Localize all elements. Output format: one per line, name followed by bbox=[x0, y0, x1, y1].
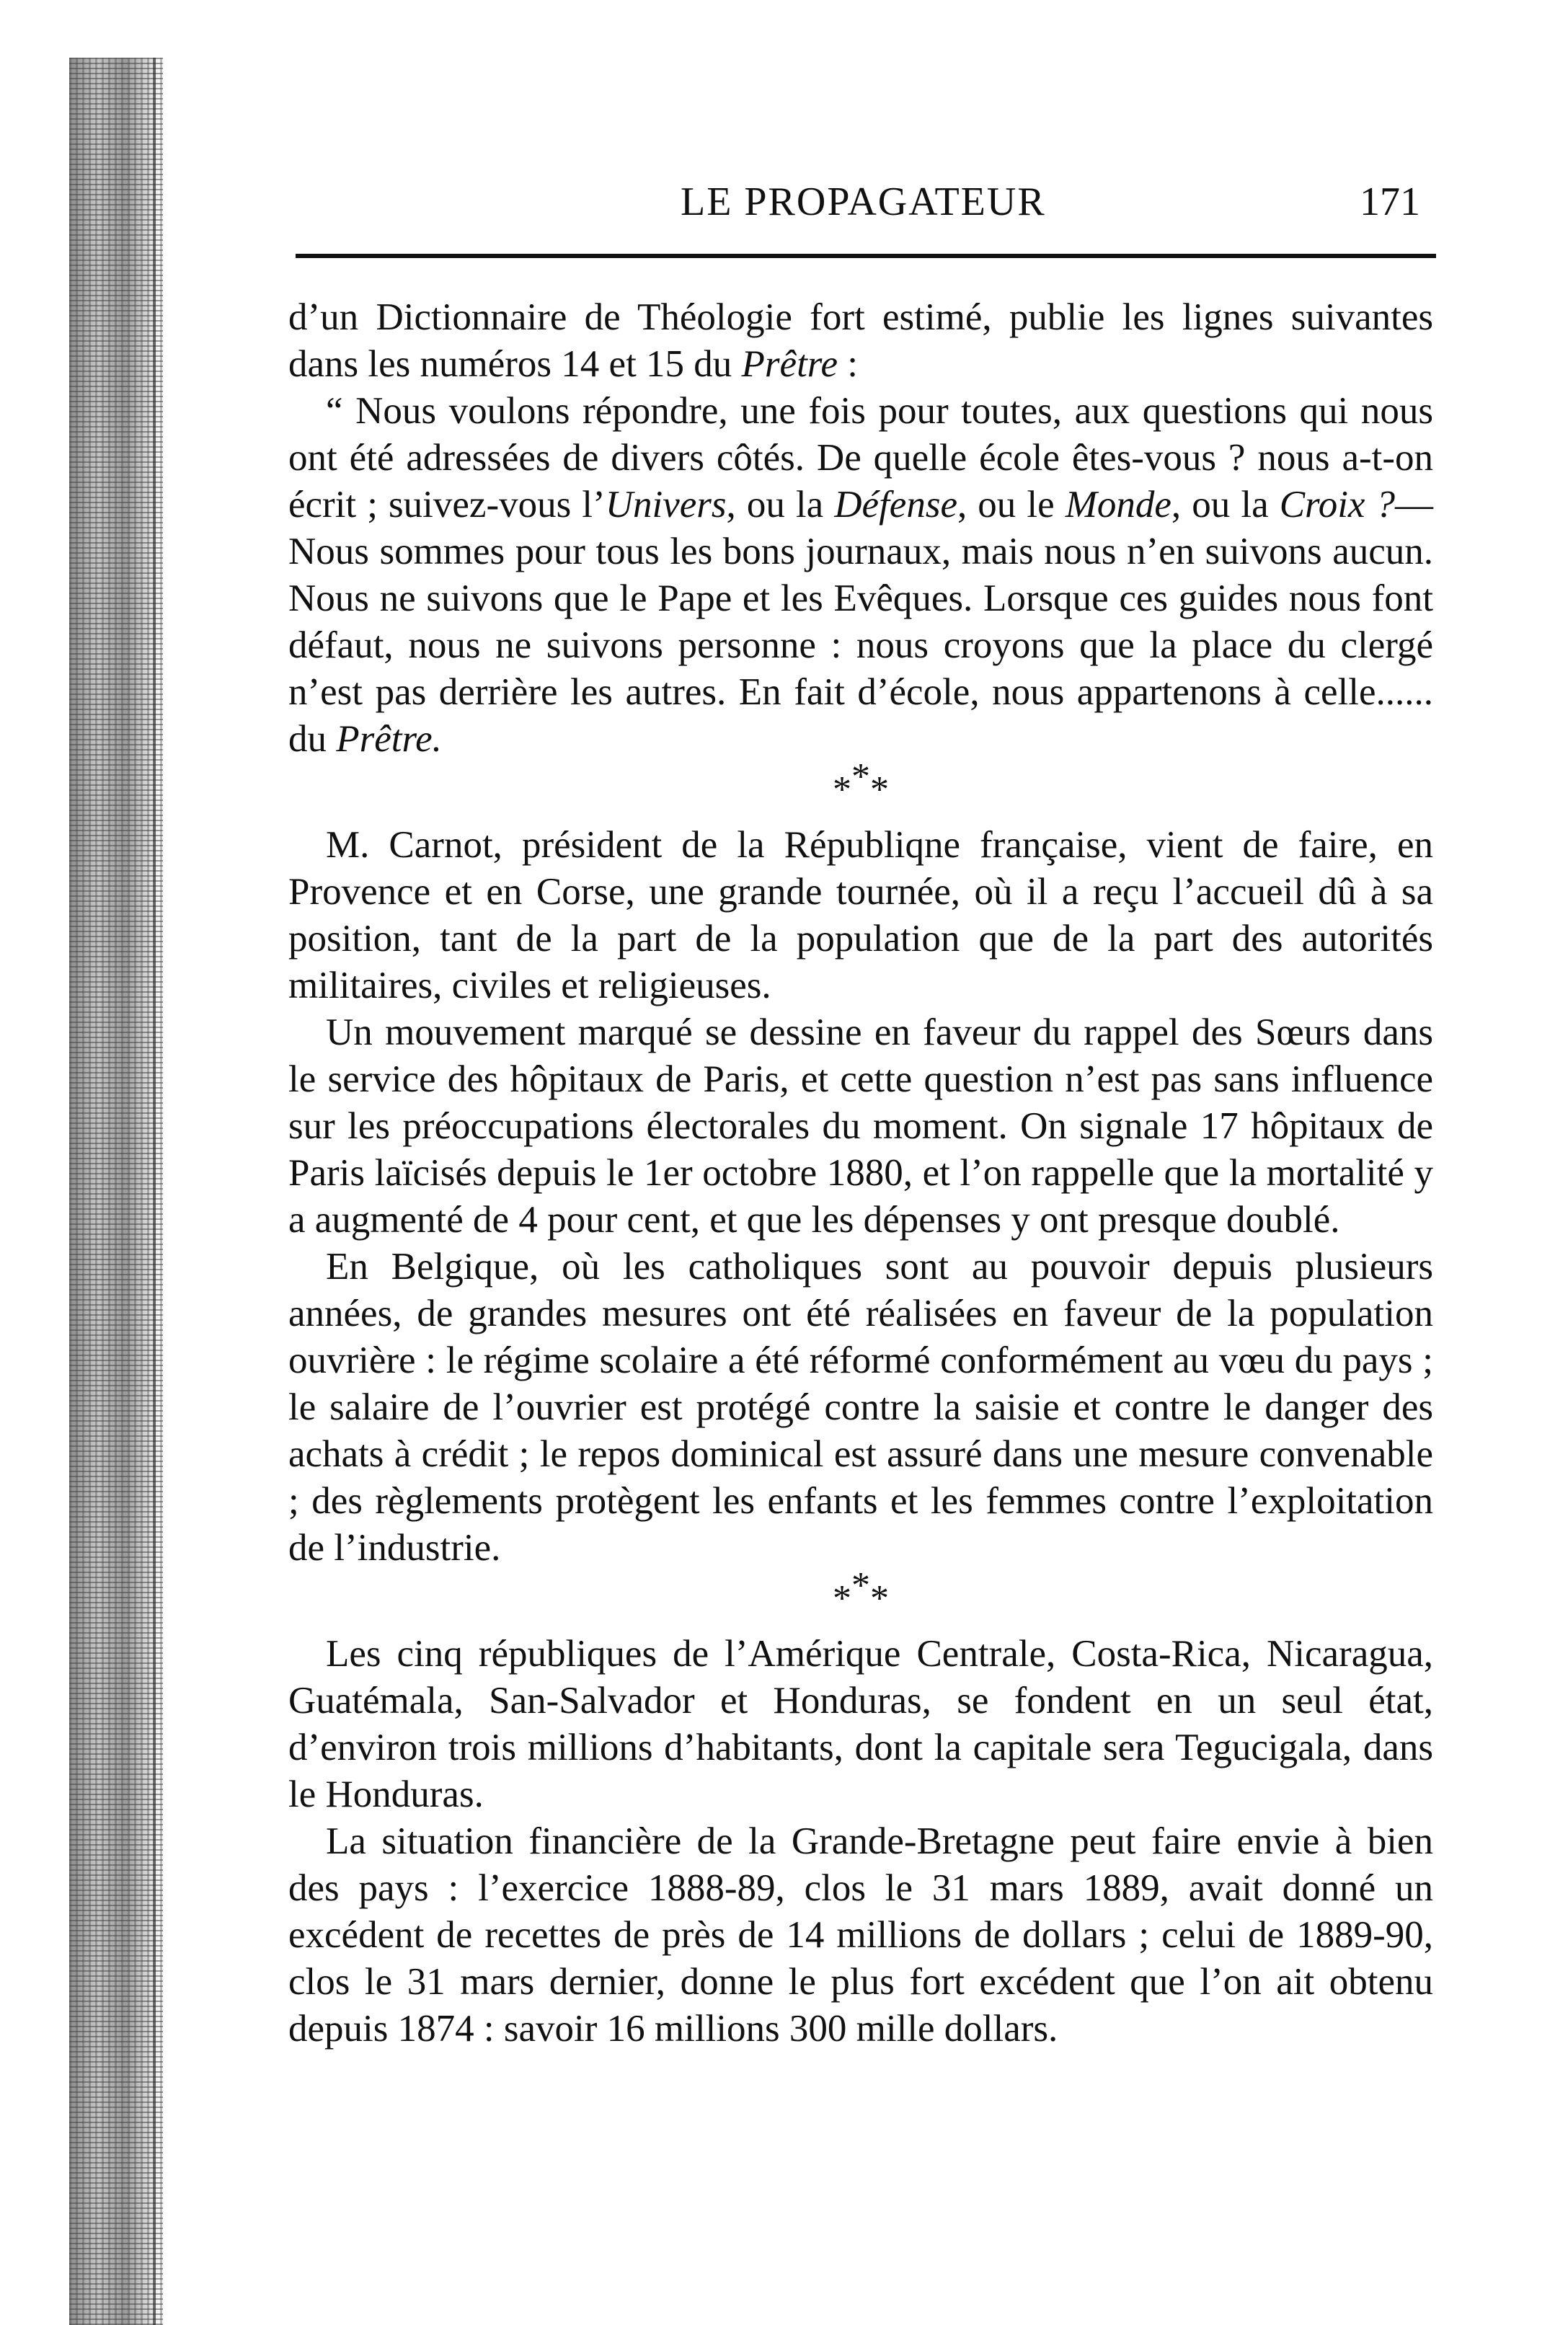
page-header bbox=[288, 173, 1442, 231]
quote-text-b: , ou la bbox=[726, 484, 835, 526]
asterism-star-right: * bbox=[870, 1578, 889, 1619]
binding-edge bbox=[153, 58, 156, 2325]
quote-text-d: , ou la bbox=[1171, 484, 1280, 526]
paragraph-belgique: En Belgique, où les catholiques sont au pouvoir depuis plusieurs années, de grandes mesures ont été réalisées en faveur de la population ouvrière : le régime scolaire a été réformé conformément au vœu du pays ; le salaire de l’ouvrier est protégé contre la saisie et contre le danger des achats à crédit ; le repos dominical est assuré dans une mesure convenable ; des règlements protègent les enfants et les femmes contre l’exploitation de l’industrie. bbox=[288, 1246, 1433, 1569]
binding-gutter bbox=[69, 58, 163, 2325]
journal-title-defense: Défense bbox=[834, 484, 957, 526]
section-separator-1 bbox=[288, 756, 1433, 822]
paragraph-carnot: M. Carnot, président de la Républiqne française, vient de faire, en Provence et en Corse, une grande tournée, où il a reçu l’accueil dû à sa position, tant de la part de la population que de la part des autorités militaires, civiles et religieuses. bbox=[288, 824, 1433, 1006]
journal-title-croix: Croix ? bbox=[1279, 484, 1396, 526]
journal-title-monde: Monde bbox=[1065, 484, 1171, 526]
paragraph-intro-text: d’un Dictionnaire de Théologie fort estimé, publie les lignes suivantes dans les numéros 14 et 15 du bbox=[288, 296, 1433, 385]
running-title: LE PROPAGATEUR bbox=[681, 180, 1046, 224]
journal-title-pretre-end: Prêtre. bbox=[336, 718, 442, 760]
article-body bbox=[288, 294, 1433, 2052]
asterism-star-top: * bbox=[851, 756, 870, 797]
journal-title-pretre: Prêtre bbox=[741, 343, 838, 385]
quote-text-c: , ou le bbox=[957, 484, 1066, 526]
asterism-star-right: * bbox=[870, 769, 889, 810]
paragraph-hopitaux: Un mouvement marqué se dessine en faveur du rappel des Sœurs dans le service des hôpitaux de Paris, et cette question n’est pas sans influence sur les préoccupations électorales du moment. On signale 17 hôpitaux de Paris laïcisés depuis le 1er octobre 1880, et l’on rappelle que la mortalité y a augmenté de 4 pour cent, et que les dépenses y ont presque doublé. bbox=[288, 1011, 1433, 1241]
page-number: 171 bbox=[1360, 180, 1420, 224]
header-rule bbox=[296, 254, 1436, 258]
section-separator-2 bbox=[288, 1565, 1433, 1631]
asterism-star-top: * bbox=[851, 1565, 870, 1606]
quote-text-a: “ Nous voulons répondre, une fois pour toutes, aux questions qui nous ont été adressées de divers côtés. De quelle école êtes-vous ? nous a-t-on écrit ; suivez-vous l’ bbox=[288, 390, 1433, 526]
journal-title-univers: Univers bbox=[605, 484, 727, 526]
paragraph-amerique-centrale: Les cinq républiques de l’Amérique Centrale, Costa-Rica, Nicaragua, Guatémala, San-Salvador et Honduras, se fondent en un seul état, d’environ trois millions d’habitants, dont la capitale sera Tegucigala, dans le Honduras. bbox=[288, 1633, 1433, 1815]
asterism-star-left: * bbox=[833, 769, 851, 810]
quote-text-e: —Nous sommes pour tous les bons journaux, mais nous n’en suivons aucun. Nous ne suivons que le Pape et les Evêques. Lorsque ces guides nous font défaut, nous ne suivons personne : nous croyons que la place du clergé n’est pas derrière les autres. En fait d’école, nous appartenons à celle...... du bbox=[288, 484, 1434, 760]
asterism-star-left: * bbox=[833, 1578, 851, 1619]
paragraph-intro bbox=[288, 294, 1433, 388]
paragraph-grande-bretagne: La situation financière de la Grande-Bretagne peut faire envie à bien des pays : l’exercice 1888-89, clos le 31 mars 1889, avait donné un excédent de recettes de près de 14 millions de dollars ; celui de 1889-90, clos le 31 mars dernier, donne le plus fort excédent que l’on ait obtenu depuis 1874 : savoir 16 millions 300 mille dollars. bbox=[288, 1820, 1433, 2050]
paragraph-intro-end: : bbox=[837, 343, 858, 385]
paragraph-quote bbox=[288, 388, 1433, 763]
